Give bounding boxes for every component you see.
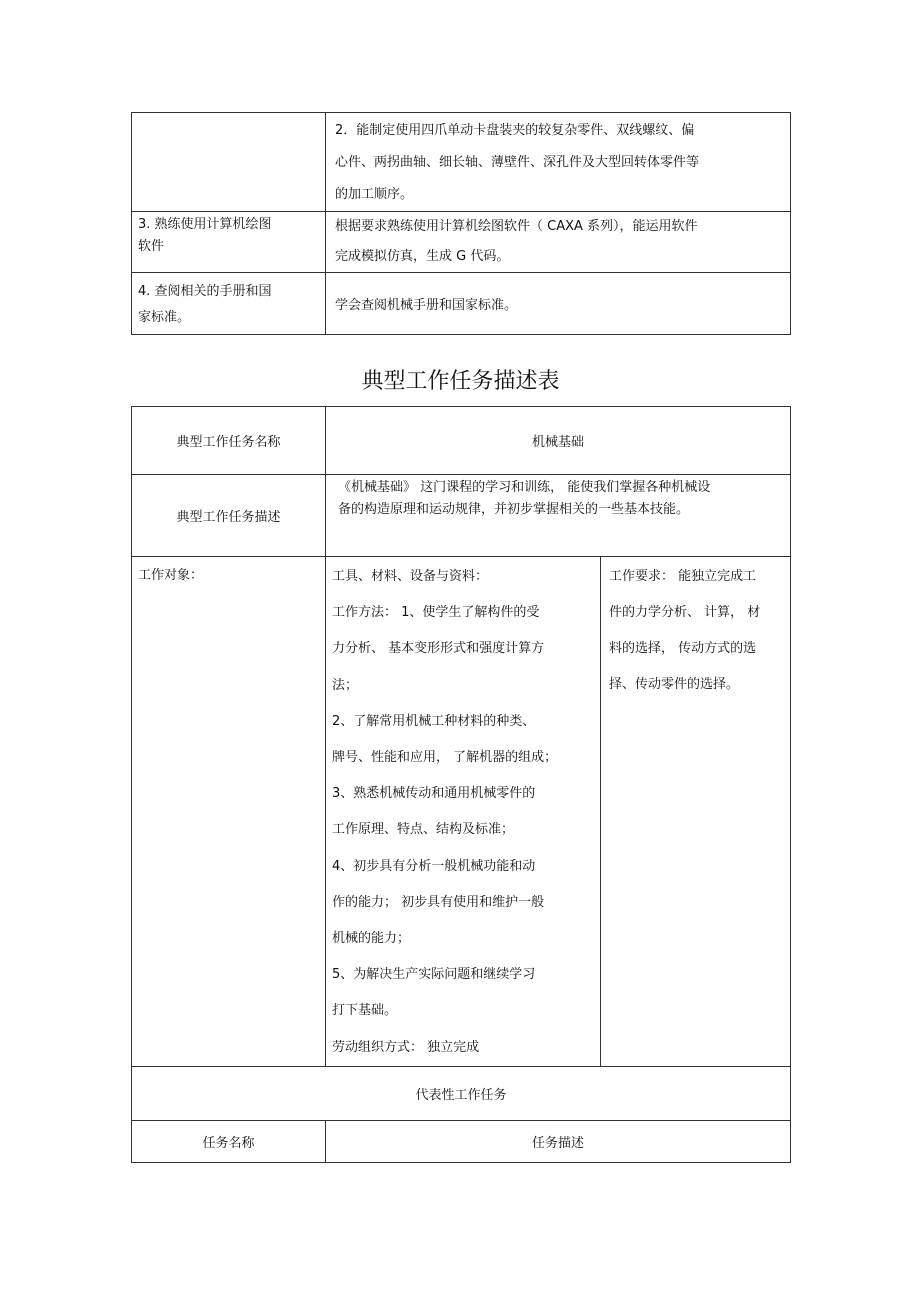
text-line: 料的选择， 传动方式的选 bbox=[609, 641, 757, 656]
text-line: 软件 bbox=[138, 239, 165, 254]
row3-right-cell bbox=[326, 273, 791, 335]
text-line: 工具、材料、设备与资料： bbox=[332, 569, 489, 584]
text-line: 4. 查阅相关的手册和国 bbox=[138, 284, 272, 299]
text-line: 3、熟悉机械传动和通用机械零件的 bbox=[332, 786, 536, 802]
work-object-label: 工作对象： bbox=[138, 568, 204, 583]
table-row bbox=[132, 273, 791, 335]
table-row bbox=[132, 475, 791, 557]
text-line: 工作方法： 1、使学生了解构件的受 bbox=[332, 605, 540, 621]
table-row bbox=[132, 1120, 791, 1162]
work-requirement-cell bbox=[601, 557, 791, 1067]
table-row bbox=[132, 407, 791, 475]
row1-left-cell bbox=[132, 113, 326, 212]
task-name-value: 机械基础 bbox=[326, 407, 791, 475]
text-line: 的加工顺序。 bbox=[335, 187, 414, 202]
row1-right-cell bbox=[326, 113, 791, 212]
text-line: 根据要求熟练使用计算机绘图软件（ CAXA 系列），能运用软件 bbox=[335, 219, 698, 234]
row2-right-cell bbox=[326, 212, 791, 273]
page-title: 典型工作任务描述表 bbox=[361, 369, 560, 394]
text-line: 2、了解常用机械工种材料的种类、 bbox=[332, 713, 536, 729]
text-line: 4、初步具有分析一般机械功能和动 bbox=[332, 858, 536, 874]
text-line: 打下基础。 bbox=[332, 1003, 398, 1019]
text-line: 2．能制定使用四爪单动卡盘装夹的较复杂零件、双线螺纹、偏 bbox=[335, 123, 695, 138]
text-line: 作的能力； 初步具有使用和维护一般 bbox=[332, 894, 545, 910]
text-line: 5、为解决生产实际问题和继续学习 bbox=[332, 967, 536, 983]
top-table bbox=[131, 112, 791, 335]
text-line: 3. 熟练使用计算机绘图 bbox=[138, 217, 272, 232]
task-name-header: 任务名称 bbox=[132, 1120, 326, 1162]
text-line: 法； bbox=[332, 677, 359, 693]
table-row bbox=[132, 557, 791, 1067]
text-line: 择、传动零件的选择。 bbox=[609, 677, 740, 692]
row2-left-cell bbox=[132, 212, 326, 273]
text-line: 学会查阅机械手册和国家标准。 bbox=[335, 298, 518, 313]
table-row bbox=[132, 1066, 791, 1120]
row3-left-cell bbox=[132, 273, 326, 335]
text-line: 力分析、 基本变形形式和强度计算方 bbox=[332, 641, 545, 657]
text-line: 备的构造原理和运动规律，并初步掌握相关的一些基本技能。 bbox=[338, 502, 690, 517]
text-line: 《机械基础》 这门课程的学习和训练， 能使我们掌握各种机械设 bbox=[338, 480, 711, 495]
text-line: 心件、两拐曲轴、细长轴、薄壁件、深孔件及大型回转体零件等 bbox=[335, 155, 700, 170]
text-line: 劳动组织方式： 独立完成 bbox=[332, 1039, 480, 1055]
table-row bbox=[132, 212, 791, 273]
representative-tasks-title: 代表性工作任务 bbox=[132, 1066, 791, 1120]
table-row bbox=[132, 113, 791, 212]
text-line: 工作要求： 能独立完成工 bbox=[609, 569, 757, 584]
text-line: 完成模拟仿真，生成 G 代码。 bbox=[335, 249, 510, 264]
text-line: 件的力学分析、 计算， 材 bbox=[609, 605, 761, 620]
text-line: 工作原理、特点、结构及标准； bbox=[332, 822, 515, 838]
task-description-header: 任务描述 bbox=[326, 1120, 791, 1162]
text-line: 牌号、性能和应用， 了解机器的组成； bbox=[332, 750, 558, 766]
work-object-cell bbox=[132, 557, 326, 1067]
task-name-label: 典型工作任务名称 bbox=[132, 407, 326, 475]
text-line: 机械的能力； bbox=[332, 931, 411, 947]
task-desc-label: 典型工作任务描述 bbox=[132, 475, 326, 557]
task-desc-value bbox=[326, 475, 791, 557]
work-method-cell bbox=[326, 557, 601, 1067]
task-table bbox=[131, 406, 791, 1163]
text-line: 家标准。 bbox=[138, 310, 191, 325]
